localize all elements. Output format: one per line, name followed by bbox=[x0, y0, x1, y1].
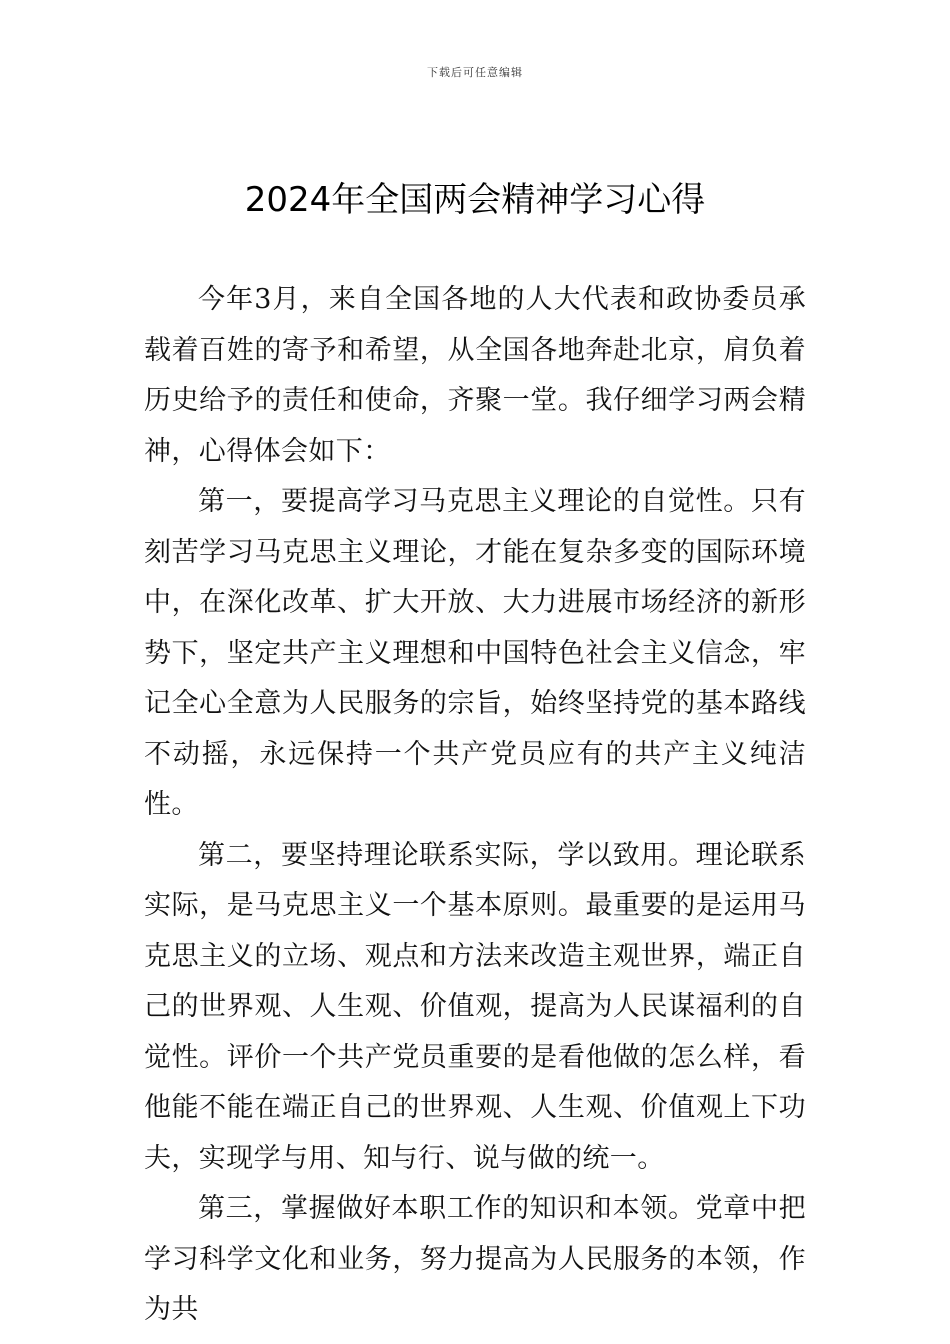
document-body bbox=[144, 275, 806, 1336]
paragraph-second-point: 第二，要坚持理论联系实际，学以致用。理论联系实际，是马克思主义一个基本原则。最重要的是运用马克思主义的立场、观点和方法来改造主观世界，端正自己的世界观、人生观、价值观，提高为人民谋福利的自觉性。评价一个共产党员重要的是看他做的怎么样，看他能不能在端正自己的世界观、人生观、价值观上下功夫，实现学与用、知与行、说与做的统一。 bbox=[144, 839, 806, 1174]
paragraph-intro: 今年3月，来自全国各地的人大代表和政协委员承载着百姓的寄予和希望，从全国各地奔赴北京，肩负着历史给予的责任和使命，齐聚一堂。我仔细学习两会精神，心得体会如下： bbox=[144, 284, 806, 467]
paragraph-third-point: 第三，掌握做好本职工作的知识和本领。党章中把学习科学文化和业务，努力提高为人民服务的本领，作为共 bbox=[144, 1193, 806, 1325]
header-note: 下载后可任意编辑 bbox=[427, 66, 523, 79]
document-title: 2024年全国两会精神学习心得 bbox=[244, 180, 706, 220]
paragraph-first-point: 第一，要提高学习马克思主义理论的自觉性。只有刻苦学习马克思主义理论，才能在复杂多变的国际环境中，在深化改革、扩大开放、大力进展市场经济的新形势下，坚定共产主义理想和中国特色社会主义信念，牢记全心全意为人民服务的宗旨，始终坚持党的基本路线不动摇，永远保持一个共产党员应有的共产主义纯洁性。 bbox=[144, 486, 806, 820]
